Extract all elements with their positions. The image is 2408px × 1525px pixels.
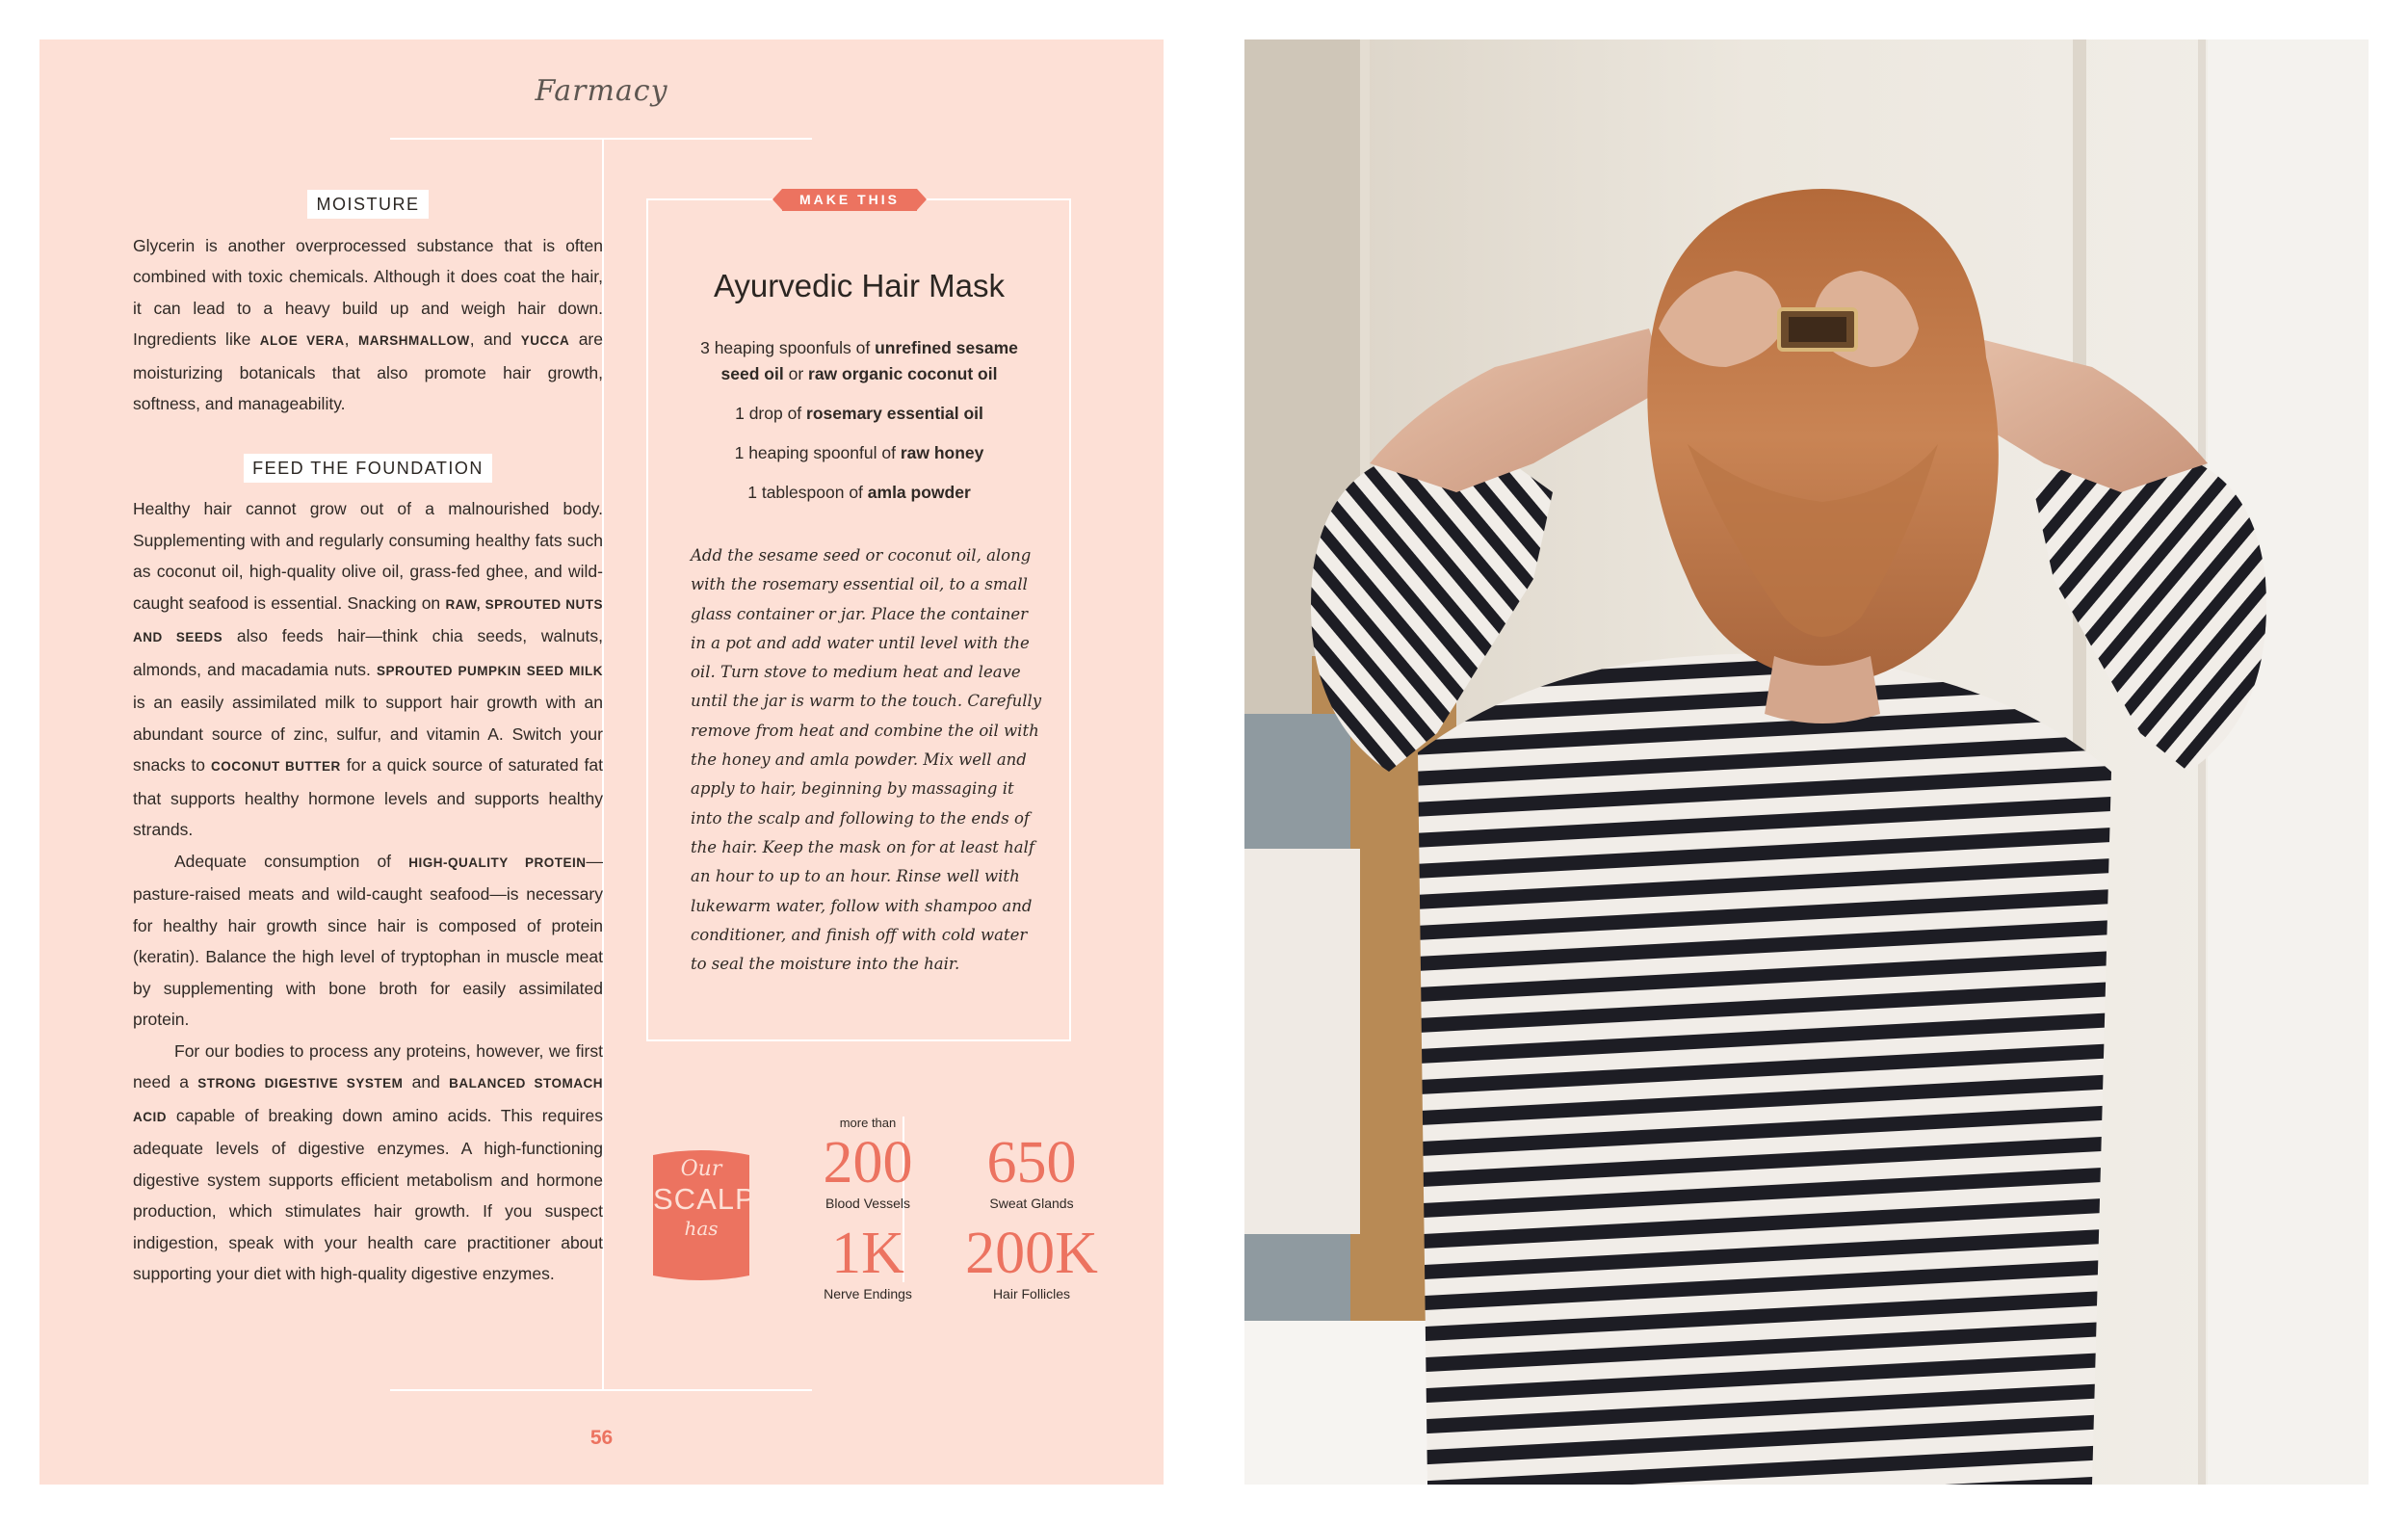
- text-run: Glycerin is another overprocessed substance that is often combined with toxic chemicals. Although it does coat the hair, it can lead to a heavy build up and weigh hair down. Ingredients like: [133, 235, 603, 349]
- ingredient-item: [694, 401, 1024, 427]
- running-head: Farmacy: [535, 74, 668, 108]
- text-run: are moisturizing botanicals that also promote hair growth, softness, and manageability.: [133, 329, 603, 413]
- text-run: —pasture-raised meats and wild-caught seafood—is necessary for healthy hair growth since hair is composed of protein (keratin). Balance the high level of tryptophan in muscle meat by supplementing with bone broth for easily assimilated protein.: [133, 851, 603, 1029]
- stat-blood-vessels: more than 200 Blood Vessels: [823, 1116, 913, 1211]
- emphasis-term: ALOE VERA: [259, 333, 345, 348]
- emphasis-term: amla powder: [867, 483, 971, 502]
- text-run: for a quick source of saturated fat that supports healthy hormone levels and supports healthy strands.: [133, 755, 603, 839]
- make-this-tag: MAKE THIS: [782, 189, 917, 211]
- page-number: 56: [589, 1427, 614, 1449]
- body-paragraph: [133, 1036, 603, 1290]
- emphasis-term: rosemary essential oil: [806, 404, 983, 423]
- emphasis-term: HIGH-QUALITY PROTEIN: [408, 855, 587, 870]
- ingredient-item: [694, 440, 1024, 466]
- stat-sweat-glands: 650 Sweat Glands: [986, 1130, 1077, 1211]
- ingredient-item: [694, 335, 1024, 387]
- text-run: and: [403, 1072, 450, 1091]
- section-feed-body: [133, 493, 603, 1290]
- body-paragraph: [133, 493, 603, 846]
- stat-nerve-endings: 1K Nerve Endings: [824, 1221, 912, 1302]
- emphasis-term: YUCCA: [520, 333, 570, 348]
- text-run: For our bodies to process any proteins, however, we first need a: [133, 1040, 603, 1091]
- photo-woman-hair-clip: [1244, 39, 2369, 1485]
- text-run: , and: [469, 329, 521, 349]
- text-run: 1 drop of: [735, 404, 807, 423]
- text-run: 3 heaping spoonfuls of: [700, 338, 876, 357]
- text-run: Adequate consumption of: [174, 851, 409, 871]
- emphasis-term: raw organic coconut oil: [808, 364, 998, 383]
- text-run: is an easily assimilated milk to support hair growth with an abundant source of zinc, sulfur, and vitamin A. Switch your snacks to: [133, 693, 603, 775]
- ingredient-list: [694, 335, 1024, 519]
- text-run: Healthy hair cannot grow out of a malnourished body. Supplementing with and regularly consuming healthy fats such as coconut oil, high-quality olive oil, grass-fed ghee, and wild-caught seafood is essential. Snacking on: [133, 499, 603, 613]
- left-page: [39, 39, 1164, 1485]
- stat-hair-follicles: 200K Hair Follicles: [965, 1221, 1098, 1302]
- text-run: or: [783, 364, 809, 383]
- ingredient-item: [694, 480, 1024, 506]
- body-paragraph: [133, 846, 603, 1036]
- section-heading-feed-the-foundation: FEED THE FOUNDATION: [133, 453, 603, 485]
- text-run: ,: [344, 329, 358, 349]
- emphasis-term: raw honey: [900, 443, 984, 462]
- emphasis-term: MARSHMALLOW: [357, 333, 470, 348]
- emphasis-term: RAW, SPROUTED NUTS AND SEEDS: [133, 596, 604, 644]
- section-heading-moisture: MOISTURE: [133, 189, 603, 221]
- text-run: capable of breaking down amino acids. This requires adequate levels of digestive enzymes. A high-functioning digestive system supports efficient metabolism and hormone production, which stimulates hair growth. If you suspect indigestion, speak with your health care practitioner about supporting your diet with high-quality digestive enzymes.: [133, 1105, 603, 1283]
- body-paragraph: [133, 230, 603, 420]
- emphasis-term: BALANCED STOMACH ACID: [133, 1076, 603, 1124]
- photo-page: [1244, 39, 2369, 1485]
- top-rule: [390, 138, 812, 140]
- emphasis-term: STRONG DIGESTIVE SYSTEM: [197, 1076, 404, 1091]
- emphasis-term: COCONUT BUTTER: [210, 759, 341, 774]
- emphasis-term: SPROUTED PUMPKIN SEED MILK: [377, 663, 603, 678]
- recipe-title: Ayurvedic Hair Mask: [714, 268, 1005, 303]
- text-run: also feeds hair—think chia seeds, walnuts, almonds, and macadamia nuts.: [133, 626, 604, 679]
- recipe-method: Add the sesame seed or coconut oil, along with the rosemary essential oil, to a small glass container or jar. Place the container in a pot and add water until level with the oil. Turn stove to medium heat and leave until the jar is warm to the touch. Carefully remove from heat and combine the oil with the honey and amla powder. Mix well and apply to hair, beginning by massaging it into the scalp and following to the ends of the hair. Keep the mask on for at least half an hour to up to an hour. Rinse well with lukewarm water, follow with shampoo and conditioner, and finish off with cold water to seal the moisture into the hair.: [691, 546, 1042, 974]
- emphasis-term: unrefined sesame seed oil: [720, 338, 1018, 383]
- bottom-rule: [390, 1389, 812, 1391]
- text-run: 1 heaping spoonful of: [734, 443, 901, 462]
- text-run: 1 tablespoon of: [747, 483, 868, 502]
- section-moisture-body: [133, 230, 603, 420]
- scalp-badge-text: Our SCALP has: [653, 1157, 756, 1240]
- body-column: [133, 189, 603, 1290]
